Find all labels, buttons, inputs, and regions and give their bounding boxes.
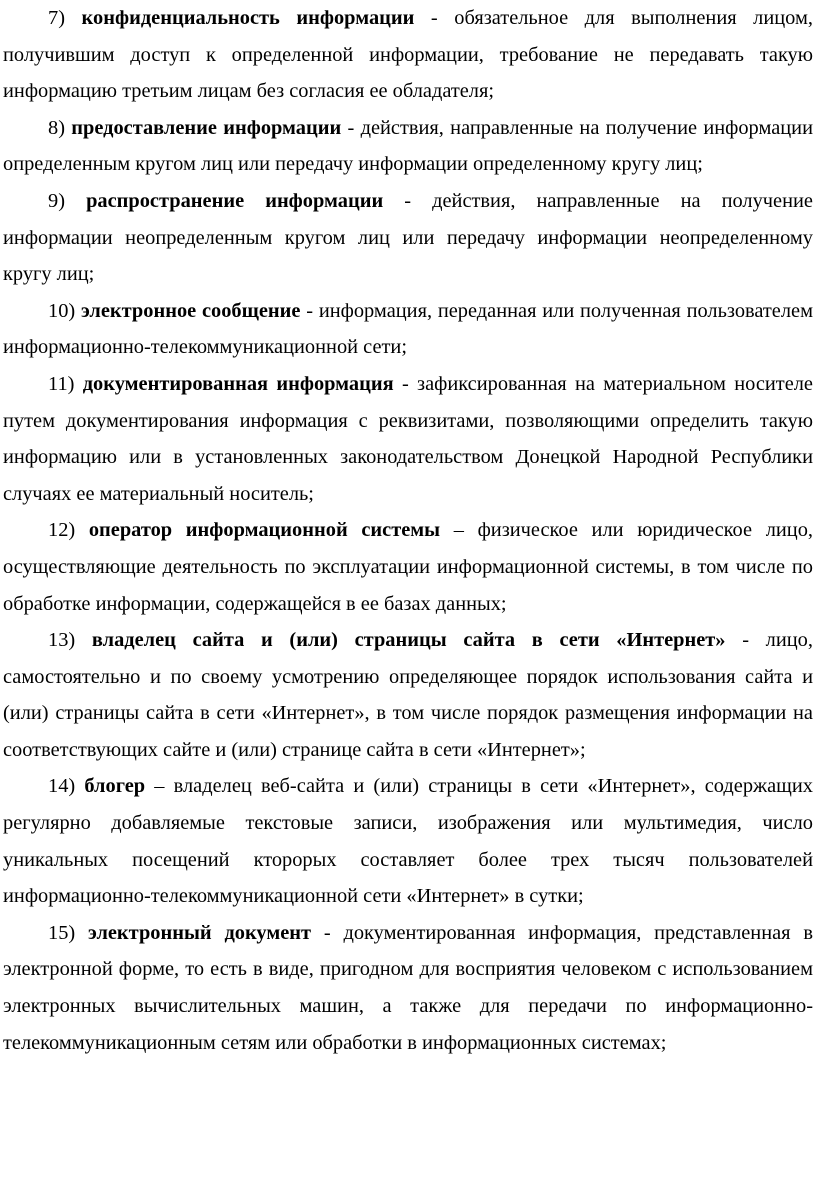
definition-item-12 <box>3 512 813 622</box>
defined-term: оператор информационной системы <box>88 519 441 542</box>
definition-item-11 <box>3 366 813 512</box>
defined-term: владелец сайта и (или) страницы сайта в сети «Интернет» <box>91 629 726 652</box>
definition-item-10 <box>3 293 813 366</box>
item-number: 10) <box>48 299 76 322</box>
definition-text: - документированная информация, представленная в электронной форме, то есть в виде, пригодном для восприятия человеком с использованием электронных вычислительных машин, а также для передачи по информационно-телекоммуникационным сетям или обработки в информационных системах; <box>3 921 813 1054</box>
item-number: 7) <box>48 7 65 29</box>
definition-item-7 <box>3 0 813 110</box>
definition-text: - обязательное для выполнения лицом, получившим доступ к определенной информации, требование не передавать такую информацию третьим лицам без согласия ее обладателя; <box>3 7 813 103</box>
defined-term: распространение информации <box>86 189 384 212</box>
definition-item-8 <box>3 110 813 183</box>
definition-item-14 <box>3 768 813 914</box>
definition-text: - действия, направленные на получение информации определенным кругом лиц или передачу информации определенному кругу лиц; <box>3 116 813 176</box>
item-number: 12) <box>48 519 76 542</box>
defined-term: электронный документ <box>88 921 312 944</box>
item-number: 14) <box>48 775 76 798</box>
definition-text: - информация, переданная или полученная пользователем информационно-телекоммуникационной сети; <box>3 299 813 359</box>
defined-term: электронное сообщение <box>80 299 301 322</box>
definition-text: – владелец веб-сайта и (или) страницы в сети «Интернет», содержащих регулярно добавляемые текстовые записи, изображения или мультимедия, число уникальных посещений кторорых составляет более трех тысяч пользователей информационно-телекоммуникационной сети «Интернет» в сутки; <box>3 775 813 908</box>
definition-text: - лицо, самостоятельно и по своему усмотрению определяющее порядок использования сайта и (или) страницы сайта в сети «Интернет», в том числе порядок размещения информации на соответствующих сайте и (или) странице сайта в сети «Интернет»; <box>3 629 813 761</box>
item-number: 13) <box>48 629 76 652</box>
definition-text: - зафиксированная на материальном носителе путем документирования информация с реквизитами, позволяющими определить такую информацию или в установленных законодательством Донецкой Народной Республики случаях ее материальный носитель; <box>3 372 813 505</box>
definition-item-13 <box>3 622 813 768</box>
item-number: 11) <box>48 372 75 395</box>
item-number: 9) <box>48 189 65 212</box>
defined-term: предоставление информации <box>71 116 342 139</box>
defined-term: документированная информация <box>82 372 394 395</box>
defined-term: конфиденциальность информации <box>81 7 415 29</box>
definition-text: – физическое или юридическое лицо, осуществляющие деятельность по эксплуатации информационной системы, в том числе по обработке информации, содержащейся в ее базах данных; <box>3 519 813 615</box>
definition-text: - действия, направленные на получение информации неопределенным кругом лиц или передачу информации неопределенному кругу лиц; <box>3 189 813 286</box>
definition-item-9 <box>3 183 813 293</box>
item-number: 8) <box>48 116 65 139</box>
definition-item-15 <box>3 915 813 1061</box>
defined-term: блогер <box>84 775 146 798</box>
item-number: 15) <box>48 921 76 944</box>
